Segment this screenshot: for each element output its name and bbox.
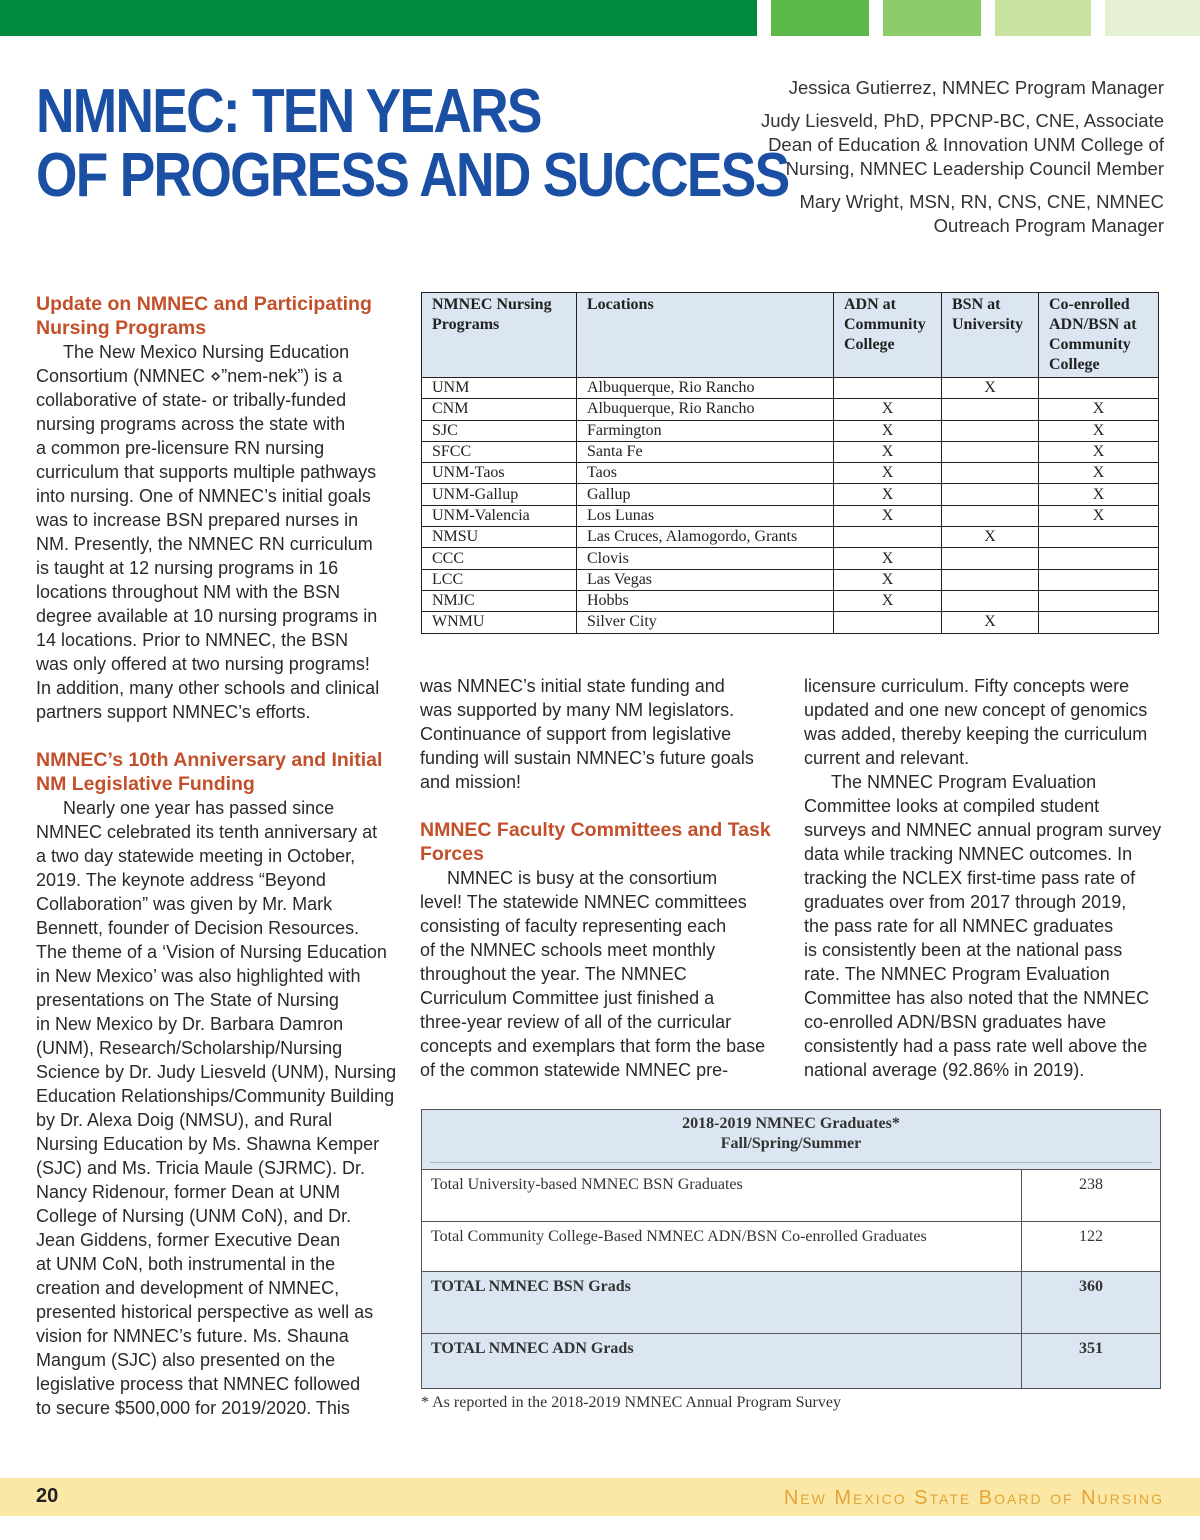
author-line: Dean of Education & Innovation UNM College of [768,134,1164,155]
mark-cell: X [942,527,1039,548]
mark-cell [942,590,1039,611]
mark-cell: X [1039,463,1159,484]
text-line: three-year review of all of the curricular [420,1012,732,1032]
text-line: throughout the year. The NMNEC [420,964,687,984]
program-cell: CCC [422,548,577,569]
column-header [577,293,834,378]
text-line: funding will sustain NMNEC’s future goals [420,748,754,768]
header-line: Locations [587,296,654,313]
mark-cell: X [942,378,1039,399]
mark-cell: X [942,612,1039,633]
mark-cell: X [834,590,942,611]
text-line: (UNM), Research/Scholarship/Nursing [36,1038,343,1058]
text-line: concepts and exemplars that form the base [420,1036,766,1056]
text-line: was NMNEC’s initial state funding and [420,676,725,696]
row-value: 360 [1022,1272,1161,1334]
mark-cell: X [834,569,942,590]
text-line: Consortium (NMNEC ⋄”nem-nek”) is a [36,366,343,386]
heading-line: Nursing Programs [36,317,207,339]
mark-cell: X [834,441,942,462]
text-line: updated and one new concept of genomics [804,700,1148,720]
text-line: Curriculum Committee just finished a [420,988,715,1008]
text-line: the pass rate for all NMNEC graduates [804,916,1114,936]
text-line: and mission! [420,772,522,792]
text-line: Education Relationships/Community Building [36,1086,395,1106]
author-line: Nursing, NMNEC Leadership Council Member [785,158,1164,179]
text-line: creation and development of NMNEC, [36,1278,340,1298]
text-line: presented historical perspective as well as [36,1302,374,1322]
text-line: 14 locations. Prior to NMNEC, the BSN [36,630,349,650]
mark-cell [942,463,1039,484]
text-line: (SJC) and Ms. Tricia Maule (SJRMC). Dr. [36,1158,366,1178]
text-line: The New Mexico Nursing Education [63,342,350,362]
header-line: College [1049,356,1100,373]
text-line: locations throughout NM with the BSN [36,582,341,602]
table-row [422,590,1159,611]
text-line: nursing programs across the state with [36,414,346,434]
author-list [724,76,1164,247]
text-line: Nancy Ridenour, former Dean at UNM [36,1182,341,1202]
page-footer [0,1478,1200,1516]
text-line: 2019. The keynote address “Beyond [36,870,326,890]
text-line: NMNEC celebrated its tenth anniversary at [36,822,378,842]
title-line: OF PROGRESS AND SUCCESS [36,141,789,210]
top-bar-2 [771,0,869,36]
text-line: Nursing Education by Ms. Shawna Kemper [36,1134,380,1154]
column-header [422,293,577,378]
table-row [422,527,1159,548]
heading-line: NM Legislative Funding [36,773,255,795]
location-cell: Las Vegas [577,569,834,590]
mark-cell [1039,612,1159,633]
header-line: ADN/BSN at [1049,316,1137,333]
text-line: a common pre-licensure RN nursing [36,438,325,458]
text-line: at UNM CoN, both instrumental in the [36,1254,336,1274]
text-line: Bennett, founder of Decision Resources. [36,918,360,938]
location-cell: Albuquerque, Rio Rancho [577,378,834,399]
paragraph [36,796,406,1420]
section-heading [420,818,790,866]
text-line: In addition, many other schools and clinical [36,678,380,698]
mark-cell: X [1039,441,1159,462]
text-line: Mangum (SJC) also presented on the [36,1350,336,1370]
text-line: a two day statewide meeting in October, [36,846,356,866]
location-cell: Hobbs [577,590,834,611]
text-line: The NMNEC Program Evaluation [831,772,1097,792]
column-header [834,293,942,378]
header-line: Programs [432,316,500,333]
text-line: data while tracking NMNEC outcomes. In [804,844,1133,864]
text-line: consistently had a pass rate well above the [804,1036,1148,1056]
program-cell: CNM [422,399,577,420]
program-cell: LCC [422,569,577,590]
column-left [36,292,406,1420]
table-row [422,1222,1161,1272]
paragraph [804,770,1174,1082]
program-cell: WNMU [422,612,577,633]
text-line: Committee has also noted that the NMNEC [804,988,1150,1008]
title-line: Fall/Spring/Summer [720,1135,862,1152]
author-line: Jessica Gutierrez, NMNEC Program Manager [788,77,1164,98]
mark-cell [942,505,1039,526]
mark-cell: X [834,399,942,420]
author [724,76,1164,100]
program-cell: NMSU [422,527,577,548]
table-row [422,612,1159,633]
text-line: was supported by many NM legislators. [420,700,735,720]
location-cell: Taos [577,463,834,484]
text-line: collaborative of state- or tribally-funded [36,390,347,410]
table-row [422,569,1159,590]
text-line: Committee looks at compiled student [804,796,1100,816]
author [724,109,1164,181]
header-line: Community [844,316,926,333]
text-line: The theme of a ‘Vision of Nursing Education [36,942,387,962]
table-row [422,463,1159,484]
table-footnote: * As reported in the 2018-2019 NMNEC Annual Program Survey [421,1394,841,1411]
text-line: graduates over from 2017 through 2019, [804,892,1127,912]
author [724,190,1164,238]
text-line: of the NMNEC schools meet monthly [420,940,716,960]
text-line: is consistently been at the national pass [804,940,1123,960]
header-line: University [952,316,1024,333]
text-line: degree available at 10 nursing programs in [36,606,378,626]
program-cell: UNM [422,378,577,399]
program-cell: SJC [422,420,577,441]
title-line: 2018-2019 NMNEC Graduates* [682,1115,900,1132]
text-line: surveys and NMNEC annual program survey [804,820,1162,840]
programs-table [421,292,1159,634]
text-line: in New Mexico by Dr. Barbara Damron [36,1014,344,1034]
table-row [422,378,1159,399]
text-line: co-enrolled ADN/BSN graduates have [804,1012,1107,1032]
section-heading [36,292,406,340]
text-line: into nursing. One of NMNEC’s initial goals [36,486,371,506]
mark-cell [942,399,1039,420]
column-header [1039,293,1159,378]
text-line: in New Mexico’ was also highlighted with [36,966,361,986]
mark-cell [942,420,1039,441]
mark-cell: X [1039,420,1159,441]
article-title [36,77,789,210]
header-line: College [844,336,895,353]
text-line: partners support NMNEC’s efforts. [36,702,311,722]
row-label: Total Community College-Based NMNEC ADN/BSN Co-enrolled Graduates [422,1222,1022,1272]
graduates-title-row [422,1110,1161,1170]
row-value: 122 [1022,1222,1161,1272]
header-line: BSN at [952,296,1001,313]
location-cell: Las Cruces, Alamogordo, Grants [577,527,834,548]
table-row-total [422,1334,1161,1389]
text-line: level! The statewide NMNEC committees [420,892,747,912]
program-cell: UNM-Gallup [422,484,577,505]
text-line: licensure curriculum. Fifty concepts were [804,676,1130,696]
heading-line: Update on NMNEC and Participating [36,293,372,315]
mark-cell [1039,378,1159,399]
text-line: is taught at 12 nursing programs in 16 [36,558,339,578]
table-row [422,441,1159,462]
mark-cell: X [834,463,942,484]
mark-cell: X [1039,505,1159,526]
mark-cell [1039,527,1159,548]
header-line: ADN at [844,296,896,313]
row-value: 351 [1022,1334,1161,1389]
text-line: NM. Presently, the NMNEC RN curriculum [36,534,373,554]
row-label: TOTAL NMNEC ADN Grads [422,1334,1022,1389]
mark-cell [834,378,942,399]
table-row [422,484,1159,505]
text-line: College of Nursing (UNM CoN), and Dr. [36,1206,352,1226]
text-line: current and relevant. [804,748,970,768]
text-line: presentations on The State of Nursing [36,990,339,1010]
program-cell: SFCC [422,441,577,462]
text-line: NMNEC is busy at the consortium [447,868,718,888]
paragraph [36,340,406,724]
table-row [422,1170,1161,1222]
mark-cell [1039,548,1159,569]
top-bar-3 [883,0,981,36]
text-line: Collaboration” was given by Mr. Mark [36,894,333,914]
location-cell: Los Lunas [577,505,834,526]
column-header [942,293,1039,378]
mark-cell: X [834,505,942,526]
graduates-table [421,1109,1161,1389]
top-bar-4 [995,0,1091,36]
top-bar-1 [0,0,757,36]
header-line: Co-enrolled [1049,296,1130,313]
column-middle [420,674,790,1082]
mark-cell: X [834,420,942,441]
row-label: TOTAL NMNEC BSN Grads [422,1272,1022,1334]
location-cell: Gallup [577,484,834,505]
text-line: tracking the NCLEX first-time pass rate of [804,868,1136,888]
paragraph [804,674,1174,770]
author-line: Outreach Program Manager [933,215,1164,236]
text-line: by Dr. Alexa Doig (NMSU), and Rural [36,1110,333,1130]
heading-line: Forces [420,843,484,865]
table-header-row [422,293,1159,378]
text-line: was added, thereby keeping the curriculum [804,724,1148,744]
mark-cell [834,527,942,548]
header-line: Community [1049,336,1131,353]
program-cell: UNM-Valencia [422,505,577,526]
location-cell: Santa Fe [577,441,834,462]
mark-cell [1039,590,1159,611]
text-line: of the common statewide NMNEC pre- [420,1060,729,1080]
text-line: curriculum that supports multiple pathways [36,462,377,482]
program-cell: UNM-Taos [422,463,577,484]
mark-cell: X [1039,484,1159,505]
text-line: vision for NMNEC’s future. Ms. Shauna [36,1326,349,1346]
mark-cell: X [834,484,942,505]
paragraph [420,674,790,794]
text-line: Science by Dr. Judy Liesveld (UNM), Nursing [36,1062,397,1082]
header-line: NMNEC Nursing [432,296,552,313]
text-line: Jean Giddens, former Executive Dean [36,1230,341,1250]
graduates-title [422,1110,1161,1170]
text-line: national average (92.86% in 2019). [804,1060,1085,1080]
location-cell: Albuquerque, Rio Rancho [577,399,834,420]
mark-cell [942,484,1039,505]
mark-cell [942,569,1039,590]
table-row [422,420,1159,441]
heading-line: NMNEC Faculty Committees and Task [420,819,771,841]
text-line: consisting of faculty representing each [420,916,727,936]
table-row [422,505,1159,526]
text-line: legislative process that NMNEC followed [36,1374,361,1394]
row-label: Total University-based NMNEC BSN Graduates [422,1170,1022,1222]
mark-cell: X [1039,399,1159,420]
row-value: 238 [1022,1170,1161,1222]
table-row [422,399,1159,420]
mark-cell [942,441,1039,462]
top-bar-5 [1105,0,1200,36]
text-line: was only offered at two nursing programs! [36,654,370,674]
mark-cell [942,548,1039,569]
location-cell: Silver City [577,612,834,633]
text-line: Nearly one year has passed since [63,798,335,818]
column-right [804,674,1174,1082]
paragraph [420,866,790,1082]
page-number: 20 [36,1485,59,1507]
author-line: Mary Wright, MSN, RN, CNS, CNE, NMNEC [799,191,1164,212]
mark-cell [834,612,942,633]
text-line: to secure $500,000 for 2019/2020. This [36,1398,350,1418]
table-row-total [422,1272,1161,1334]
title-line: NMNEC: TEN YEARS [36,77,541,146]
location-cell: Farmington [577,420,834,441]
mark-cell [1039,569,1159,590]
location-cell: Clovis [577,548,834,569]
author-line: Judy Liesveld, PhD, PPCNP-BC, CNE, Associate [760,110,1164,131]
table-row [422,548,1159,569]
mark-cell: X [834,548,942,569]
heading-line: NMNEC’s 10th Anniversary and Initial [36,749,383,771]
section-heading [36,748,406,796]
text-line: Continuance of support from legislative [420,724,732,744]
program-cell: NMJC [422,590,577,611]
text-line: rate. The NMNEC Program Evaluation [804,964,1110,984]
text-line: was to increase BSN prepared nurses in [36,510,359,530]
publication-name: New Mexico State Board of Nursing [783,1487,1164,1509]
